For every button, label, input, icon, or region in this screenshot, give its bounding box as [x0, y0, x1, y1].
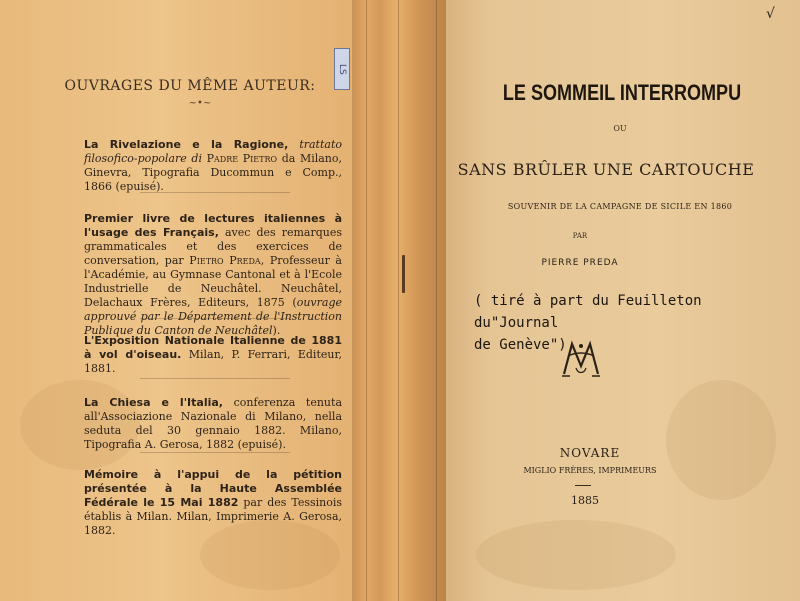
publisher-monogram-icon [558, 338, 604, 380]
entry-author: Padre Pietro [206, 152, 278, 165]
separator-4 [140, 452, 290, 453]
entry-italic-note: ouvrage approuvé par le Département de l'Instruction Publique du Canton de Neuchâtel [84, 296, 342, 337]
entry-details: avec des remarques grammaticales et des exercices de conversation, par [84, 226, 342, 267]
spine-stitch-hole [402, 255, 405, 293]
heading-ornament: ~•~ [188, 98, 212, 109]
separator-3 [140, 378, 290, 379]
year-divider [575, 485, 591, 486]
title-conjunction: OU [613, 124, 627, 133]
entry-title: La Rivelazione e la Ragione, [84, 138, 289, 151]
entry-details: conferenza tenuta all'Associazione Nazionale di Milano, nella seduta del 30 gennaio 1882. Milano, Tipografia A. Gerosa, 1882 (epuisé). [84, 396, 342, 451]
publication-city: NOVARE [559, 446, 621, 460]
spine-fold-line [436, 0, 437, 601]
publisher-name: MIGLIO FRÈRES, IMPRIMEURS [523, 466, 657, 475]
bibliography-entry-1 [84, 138, 342, 194]
entry-subtitle: trattato filosofico-popolare di [84, 138, 342, 165]
typed-line-2: de Genève") [474, 337, 567, 353]
publication-year: 1885 [571, 494, 599, 507]
book-description: SOUVENIR DE LA CAMPAGNE DE SICILE EN 1860 [507, 202, 733, 211]
entry-author: Pietro Preda [189, 254, 261, 267]
book-title: LE SOMMEIL INTERROMPU [502, 80, 742, 105]
typed-annotation [474, 290, 794, 356]
entry-details: Milan, P. Ferrari, Editeur, 1881. [84, 348, 343, 375]
bibliography-entry-4 [84, 396, 342, 452]
entry-details: da Milano, Ginevra, Tipografia Ducommun e Comp., 1866 (epuisé). [84, 152, 343, 193]
entry-details-3: ). [272, 324, 281, 337]
typed-line-1: ( tiré à part du Feuilleton du"Journal [474, 293, 702, 331]
book-subtitle: SANS BRÛLER UNE CARTOUCHE [457, 160, 755, 179]
separator-2 [140, 318, 290, 319]
bibliography-entry-2 [84, 212, 342, 338]
entry-title: L'Exposition Nationale Italienne de 1881 à vol d'oiseau. [84, 334, 342, 361]
book-author: PIERRE PREDA [541, 258, 619, 268]
bibliography-entry-5 [84, 468, 342, 538]
spine-fold-line [366, 0, 367, 601]
bibliography-entry-3 [84, 334, 342, 376]
entry-title: Mémoire à l'appui de la pétition présentée à la Haute Assemblée Fédérale le 15 Mai 1882 [84, 468, 342, 509]
entry-title: La Chiesa e l'Italia, [84, 396, 223, 409]
entry-title: Premier livre de lectures italiennes à l'usage des Français, [84, 212, 342, 239]
left-page-heading: OUVRAGES DU MÊME AUTEUR: [64, 78, 316, 94]
by-label: PAR [572, 232, 588, 240]
entry-details: par des Tessinois établis à Milan. Milan, Imprimerie A. Gerosa, 1882. [84, 496, 343, 537]
check-mark: √ [766, 6, 775, 22]
library-tag: LS [334, 48, 350, 90]
entry-details-2: , Professeur à l'Académie, au Gymnase Cantonal et à l'Ecole Industrielle de Neuchâtel. Neuchâtel, Delachaux Frères, Editeurs, 1875 ( [84, 254, 342, 309]
separator-1 [140, 192, 290, 193]
spine-fold-line [398, 0, 399, 601]
